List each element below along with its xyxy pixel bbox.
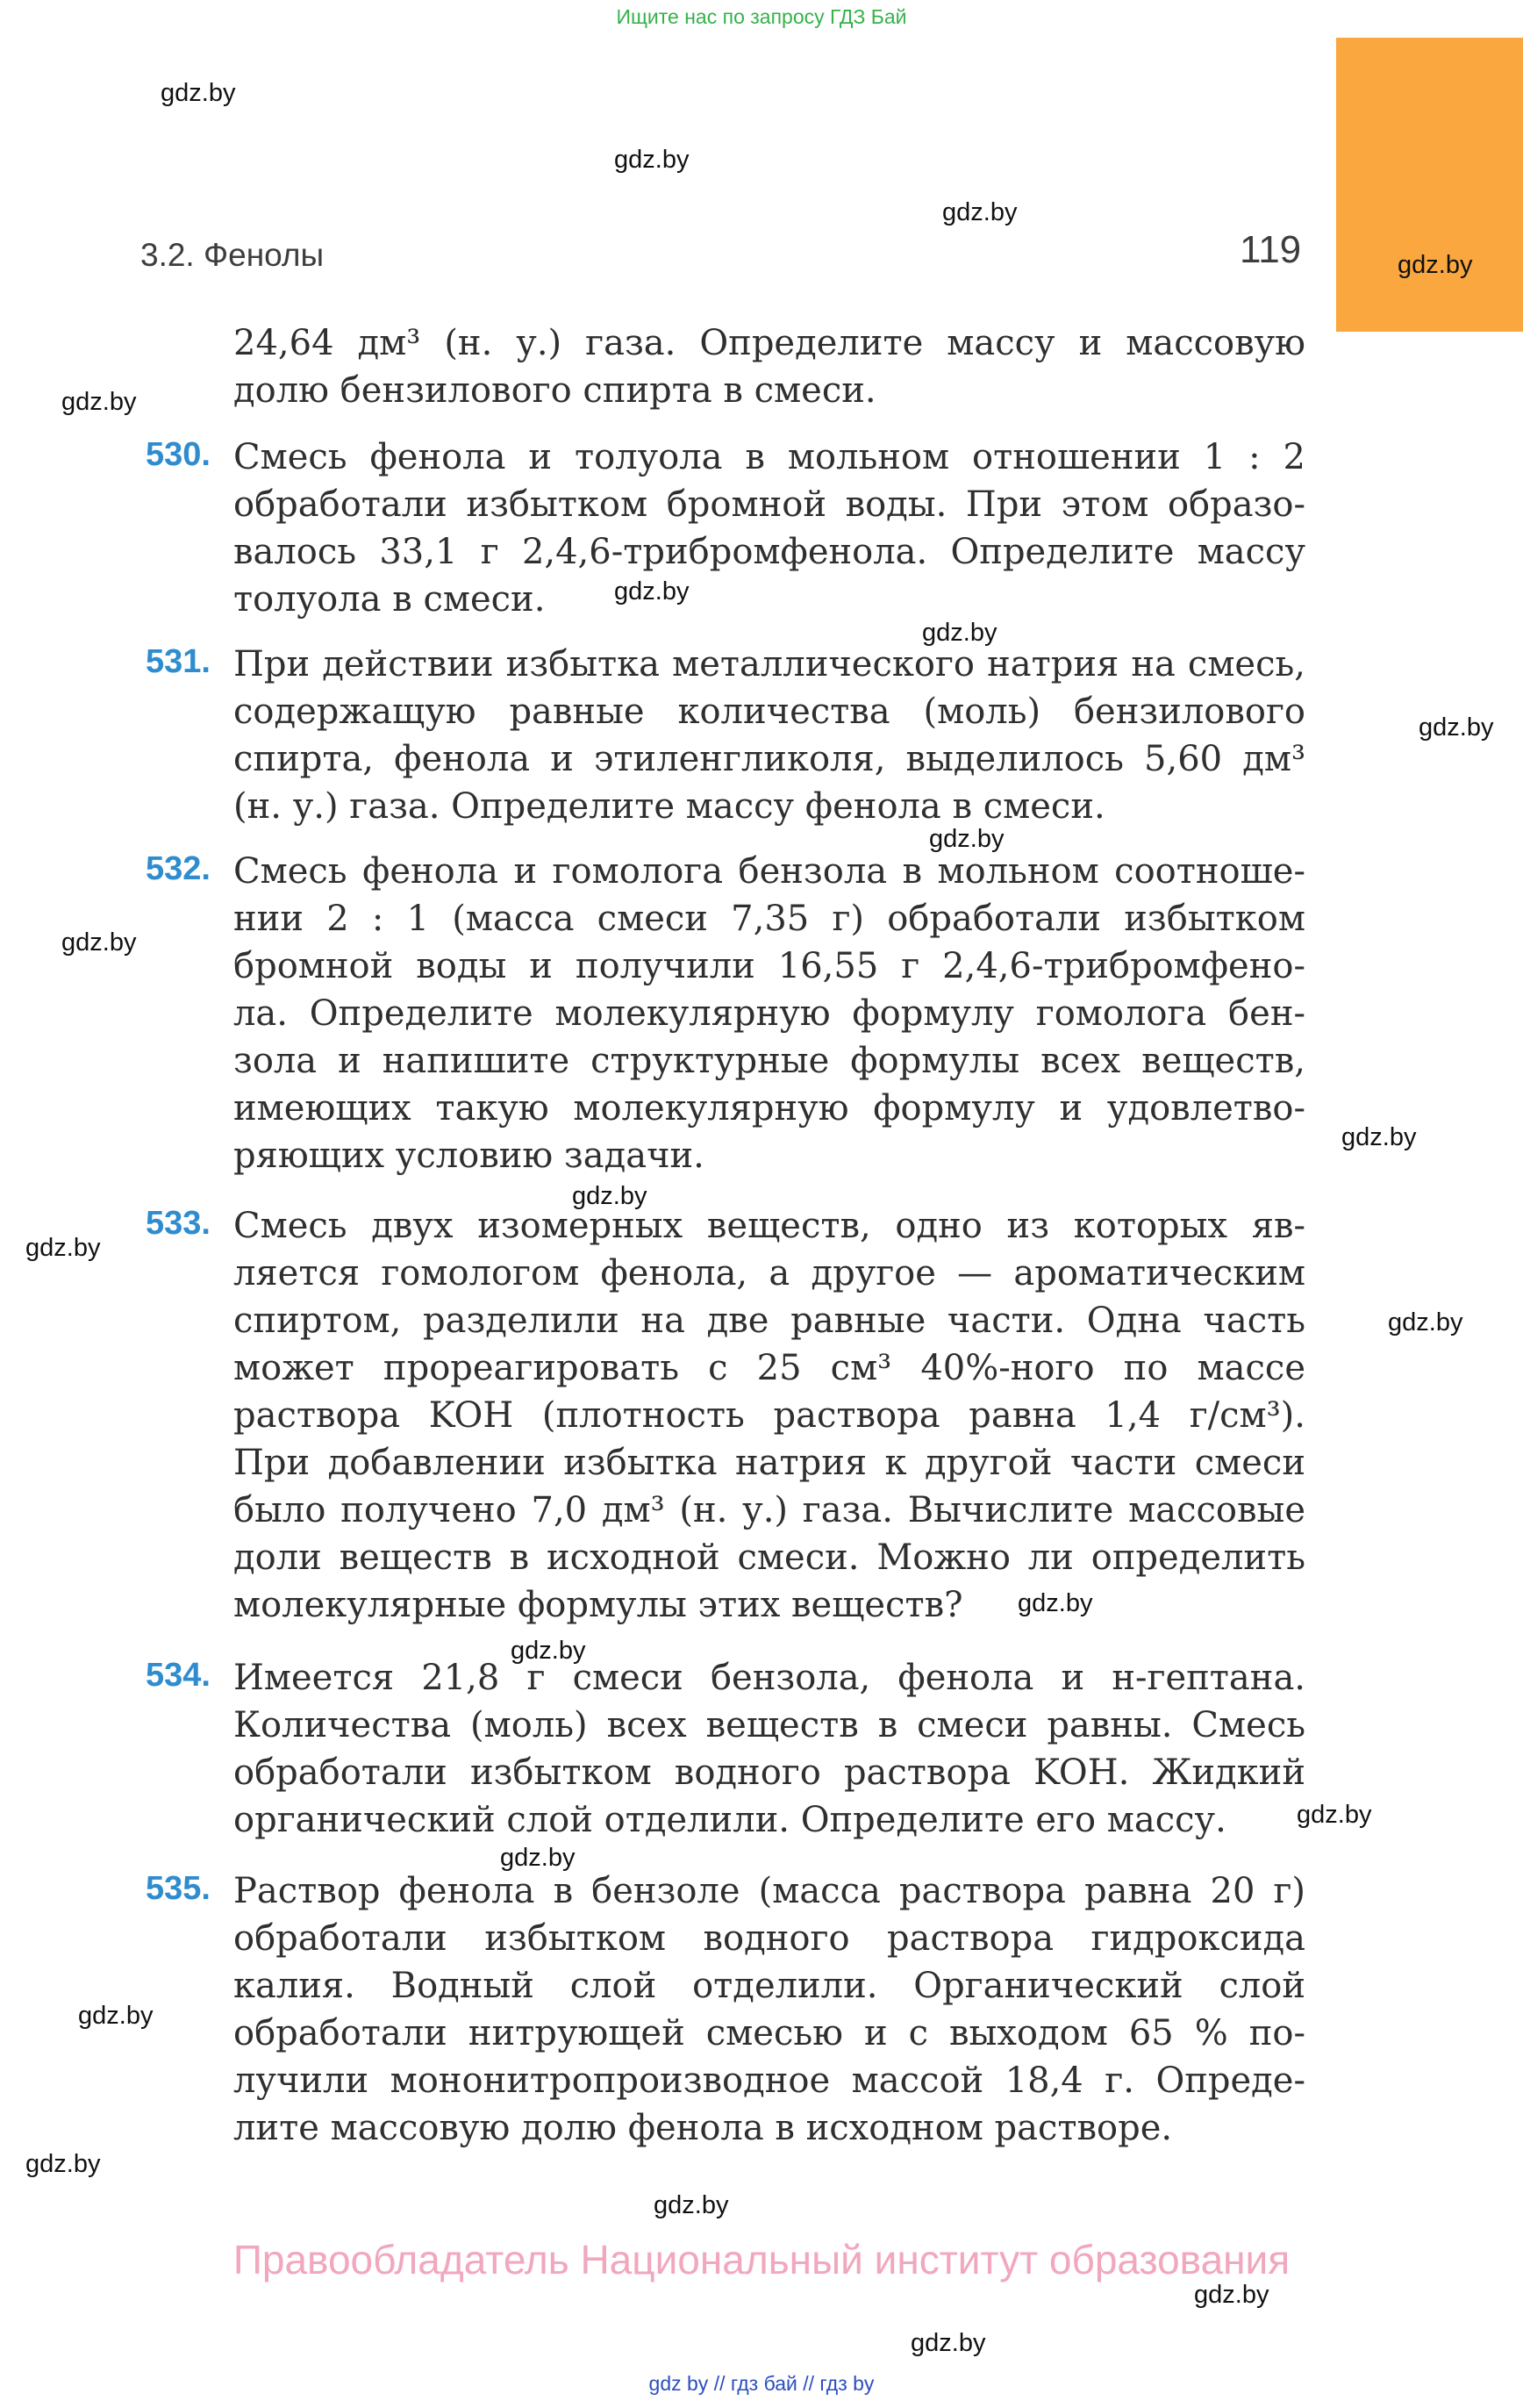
text-line: содержащую равные количества (моль) бензилового <box>233 692 1305 732</box>
problem-number: 532. <box>146 850 211 887</box>
text-line: толуола в смеси. <box>233 579 546 620</box>
watermark: gdz.by <box>922 619 997 647</box>
text-line: валось 33,1 г 2,4,6-трибромфенола. Определите массу <box>233 532 1305 572</box>
text-line: лучили мононитропроизводное массой 18,4 г. Опреде- <box>233 2060 1305 2101</box>
text-line: спиртом, разделили на две равные части. Одна часть <box>233 1301 1305 1341</box>
text-line: спирта, фенола и этиленгликоля, выделилось 5,60 дм³ <box>233 739 1305 779</box>
page-number: 119 <box>1240 228 1302 271</box>
watermark: gdz.by <box>1341 1123 1417 1151</box>
problem-number: 534. <box>146 1657 211 1694</box>
problem-number: 530. <box>146 436 211 473</box>
text-line: Смесь двух изомерных веществ, одно из которых яв- <box>233 1206 1305 1246</box>
text-line: раствора KOH (плотность раствора равна 1,4 г/см³). <box>233 1395 1305 1436</box>
text-line: обработали нитрующей смесью и с выходом 65 % по- <box>233 2013 1305 2053</box>
text-line: было получено 7,0 дм³ (н. у.) газа. Вычислите массовые <box>233 1490 1305 1530</box>
watermark: gdz.by <box>654 2191 729 2219</box>
watermark: gdz.by <box>511 1637 586 1665</box>
watermark: gdz.by <box>1018 1589 1093 1617</box>
watermark: gdz.by <box>78 2002 154 2030</box>
watermark: gdz.by <box>1194 2281 1269 2309</box>
text-line: (н. у.) газа. Определите массу фенола в смеси. <box>233 786 1105 827</box>
text-line: лите массовую долю фенола в исходном растворе. <box>233 2108 1173 2148</box>
problem-number: 531. <box>146 643 211 680</box>
text-line: нии 2 : 1 (масса смеси 7,35 г) обработали избытком <box>233 899 1305 939</box>
watermark: gdz.by <box>929 825 1005 853</box>
watermark: gdz.by <box>1388 1308 1463 1337</box>
text-line: молекулярные формулы этих веществ? <box>233 1585 963 1625</box>
text-line: долю бензилового спирта в смеси. <box>233 370 876 411</box>
watermark: gdz.by <box>1297 1801 1372 1829</box>
text-line: обработали избытком водного раствора гидроксида <box>233 1918 1305 1959</box>
text-line: имеющих такую молекулярную формулу и удовлетво- <box>233 1088 1305 1129</box>
text-line: ряющих условию задачи. <box>233 1136 704 1176</box>
top-banner[interactable]: Ищите нас по запросу ГДЗ Бай <box>616 5 907 28</box>
text-line: обработали избытком бромной воды. При этом образо- <box>233 484 1305 525</box>
text-line: Количества (моль) всех веществ в смеси равны. Смесь <box>233 1705 1305 1745</box>
copyright-notice: Правообладатель Национальный институт образования <box>232 2237 1291 2283</box>
watermark: gdz.by <box>61 388 137 416</box>
watermark: gdz.by <box>1398 251 1473 279</box>
watermark: gdz.by <box>161 79 236 107</box>
text-line: обработали избытком водного раствора KOH. Жидкий <box>233 1752 1305 1793</box>
text-line: При добавлении избытка натрия к другой части смеси <box>233 1443 1305 1483</box>
text-line: органический слой отделили. Определите его массу. <box>233 1800 1226 1840</box>
problem-number: 533. <box>146 1205 211 1242</box>
text-line: может прореагировать с 25 см³ 40%-ного по массе <box>233 1348 1305 1388</box>
text-line: Имеется 21,8 г смеси бензола, фенола и н-гептана. <box>233 1658 1305 1698</box>
watermark: gdz.by <box>614 146 690 174</box>
text-line: зола и напишите структурные формулы всех веществ, <box>233 1041 1305 1081</box>
watermark: gdz.by <box>25 1234 101 1262</box>
watermark: gdz.by <box>1419 713 1494 742</box>
section-title: 3.2. Фенолы <box>140 237 325 273</box>
text-line: 24,64 дм³ (н. у.) газа. Определите массу и массовую <box>233 323 1305 363</box>
text-line: Смесь фенола и гомолога бензола в мольном соотноше- <box>233 851 1305 892</box>
chapter-tab <box>1336 38 1523 332</box>
watermark: gdz.by <box>911 2329 986 2357</box>
watermark: gdz.by <box>942 198 1018 226</box>
text-line: доли веществ в исходной смеси. Можно ли определить <box>233 1537 1305 1578</box>
text-line: Смесь фенола и толуола в мольном отношении 1 : 2 <box>233 437 1305 477</box>
text-line: Раствор фенола в бензоле (масса раствора равна 20 г) <box>233 1871 1305 1911</box>
watermark: gdz.by <box>572 1182 647 1210</box>
problem-number: 535. <box>146 1870 211 1907</box>
text-line: ляется гомологом фенола, а другое — ароматическим <box>233 1253 1305 1294</box>
footer-links[interactable]: gdz by // гдз бай // гдз by <box>648 2372 875 2395</box>
text-line: При действии избытка металлического натрия на смесь, <box>233 644 1305 684</box>
watermark: gdz.by <box>614 577 690 606</box>
text-line: ла. Определите молекулярную формулу гомолога бен- <box>233 993 1305 1034</box>
watermark: gdz.by <box>61 928 137 957</box>
text-line: бромной воды и получили 16,55 г 2,4,6-трибромфено- <box>233 946 1305 986</box>
watermark: gdz.by <box>25 2150 101 2178</box>
text-line: калия. Водный слой отделили. Органический слой <box>233 1966 1305 2006</box>
watermark: gdz.by <box>500 1844 576 1872</box>
